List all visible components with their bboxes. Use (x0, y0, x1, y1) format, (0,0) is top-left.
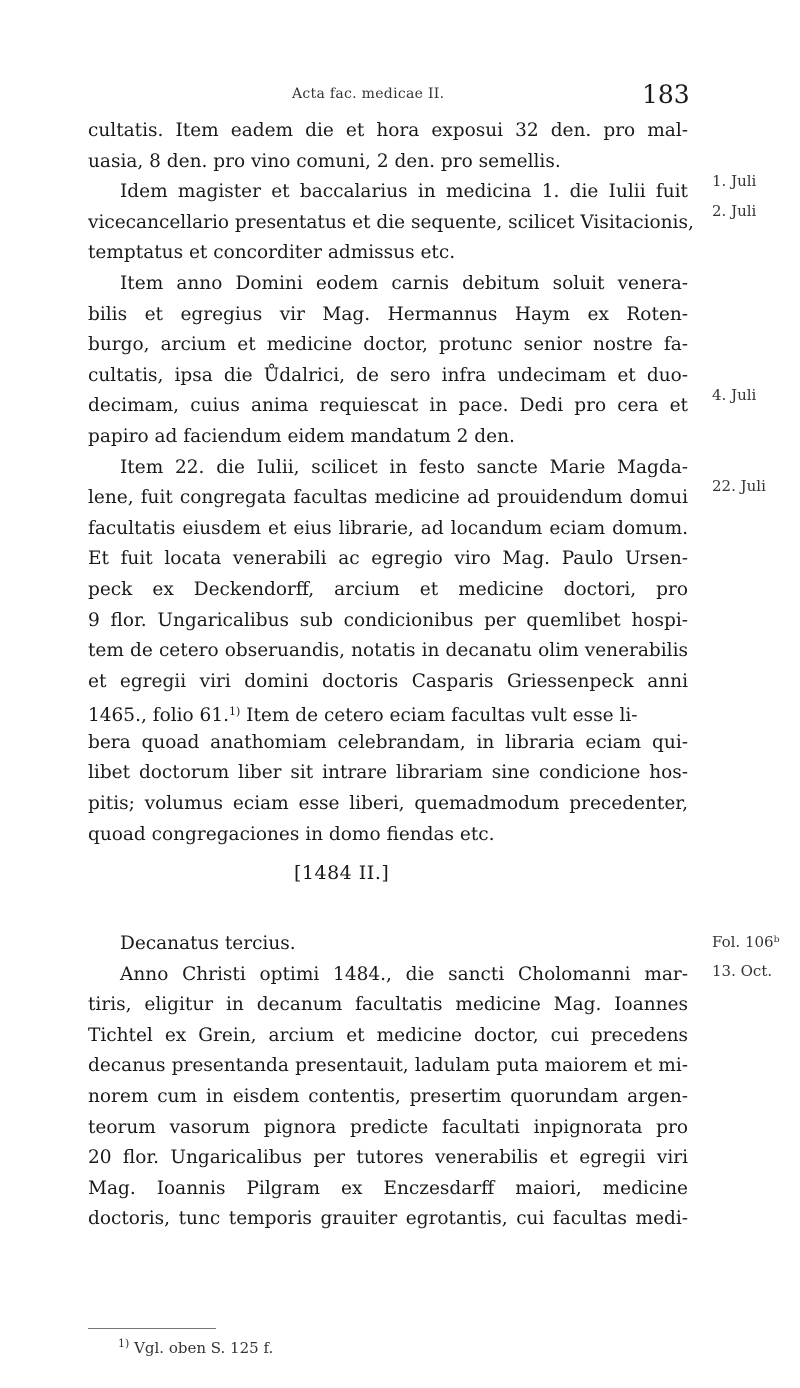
text-line: Tichtel ex Grein, arcium et medicine doctor, cui precedens (88, 1024, 688, 1046)
text-line: papiro ad faciendum eidem mandatum 2 den. (88, 425, 515, 447)
text-line: Et fuit locata venerabili ac egregio viro Mag. Paulo Ursen- (88, 548, 688, 570)
margin-note-date: 13. Oct. (712, 962, 773, 980)
margin-note-date: 1. Juli (712, 172, 757, 190)
footnote-divider (88, 1328, 216, 1329)
text-line: lene, fuit congregata facultas medicine ad prouidendum domui (88, 487, 688, 509)
text-line: 9 flor. Ungaricalibus sub condicionibus per quemlibet hospi- (88, 609, 688, 631)
margin-note-folio: Fol. 106ᵇ (712, 933, 780, 951)
text-line: Item anno Domini eodem carnis debitum soluit venera- (120, 272, 688, 294)
text-line: quoad congregaciones in domo fiendas etc. (88, 823, 495, 845)
text-line: Idem magister et baccalarius in medicina 1. die Iulii fuit (120, 181, 688, 203)
text-line: peck ex Deckendorff, arcium et medicine doctori, pro (88, 578, 688, 600)
text-line: burgo, arcium et medicine doctor, protunc senior nostre fa- (88, 334, 688, 356)
footnote-text: Vgl. oben S. 125 f. (129, 1339, 274, 1357)
footnote-reference: 1) (228, 705, 241, 719)
text-line (88, 697, 688, 728)
subheading-decanatus: Decanatus tercius. (120, 933, 296, 954)
footnote-marker: 1) (118, 1337, 130, 1350)
text-line: vicecancellario presentatus et die sequente, scilicet Visitacionis, (88, 211, 694, 233)
text-line-start: 1465., folio 61. (88, 705, 229, 727)
second-text-block (88, 929, 688, 1235)
running-title: Acta fac. medicae II. (292, 86, 445, 102)
running-head (0, 80, 800, 110)
text-line: norem cum in eisdem contentis, presertim quorundam argen- (88, 1085, 688, 1107)
main-text-block (88, 116, 694, 850)
text-line: pitis; volumus eciam esse liberi, quemadmodum precedenter, (88, 793, 688, 815)
text-line: doctoris, tunc temporis grauiter egrotantis, cui facultas medi- (88, 1208, 688, 1230)
section-heading: [1484 II.] (294, 862, 390, 884)
text-line: et egregii viri domini doctoris Casparis Griessenpeck anni (88, 670, 688, 692)
text-line: tiris, eligitur in decanum facultatis medicine Mag. Ioannes (88, 994, 688, 1016)
text-line: decimam, cuius anima requiescat in pace. Dedi pro cera et (88, 395, 688, 417)
page-number: 183 (642, 80, 690, 109)
text-line: Mag. Ioannis Pilgram ex Enczesdarff maiori, medicine (88, 1177, 688, 1199)
text-line: facultatis eiusdem et eius librarie, ad locandum eciam domum. (88, 517, 688, 539)
text-line: teorum vasorum pignora predicte facultati inpignorata pro (88, 1116, 688, 1138)
text-line: Anno Christi optimi 1484., die sancti Cholomanni mar- (120, 963, 688, 985)
text-line: bilis et egregius vir Mag. Hermannus Haym ex Roten- (88, 303, 688, 325)
text-line: tem de cetero obseruandis, notatis in decanatu olim venerabilis (88, 640, 688, 662)
footnote (118, 1337, 273, 1357)
text-line: Item 22. die Iulii, scilicet in festo sancte Marie Magda- (120, 456, 688, 478)
text-line: decanus presentanda presentauit, ladulam puta maiorem et mi- (88, 1055, 688, 1077)
margin-note-date: 2. Juli (712, 202, 757, 220)
text-line: cultatis, ipsa die Ůdalrici, de sero infra undecimam et duo- (88, 364, 688, 386)
text-line: libet doctorum liber sit intrare librariam sine condicione hos- (88, 762, 688, 784)
text-line: uasia, 8 den. pro vino comuni, 2 den. pro semellis. (88, 150, 561, 172)
text-line: temptatus et concorditer admissus etc. (88, 242, 456, 264)
margin-note-date: 4. Juli (712, 386, 757, 404)
margin-note-date: 22. Juli (712, 477, 766, 495)
text-line: bera quoad anathomiam celebrandam, in libraria eciam qui- (88, 731, 688, 753)
text-line-end: Item de cetero eciam facultas vult esse li- (240, 705, 638, 727)
text-line: 20 flor. Ungaricalibus per tutores venerabilis et egregii viri (88, 1147, 688, 1169)
text-line: cultatis. Item eadem die et hora exposui 32 den. pro mal- (88, 120, 688, 141)
